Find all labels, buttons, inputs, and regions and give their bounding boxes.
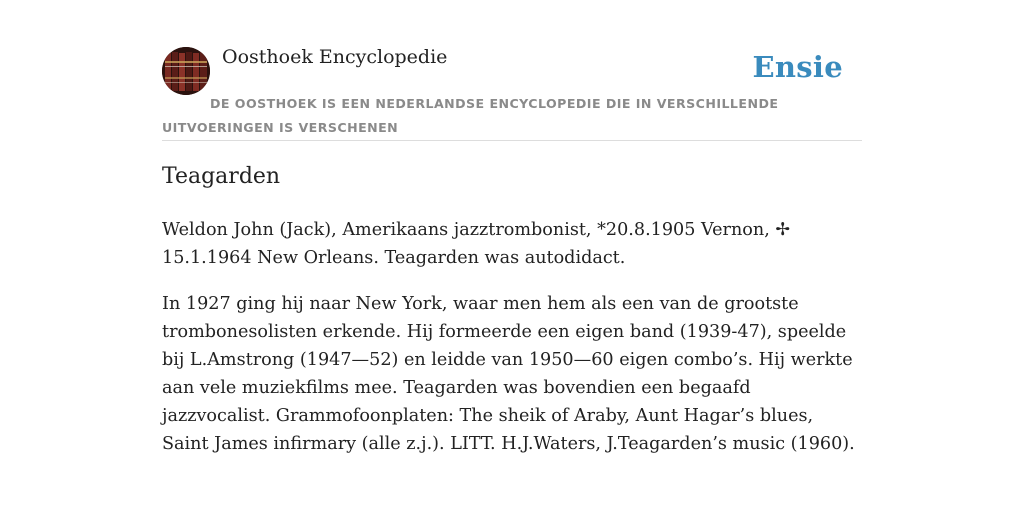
article-body <box>162 216 862 476</box>
site-header <box>162 44 862 141</box>
article-title: Teagarden <box>162 164 281 189</box>
brand-logo-link[interactable]: Ensie <box>752 50 843 84</box>
article-paragraph: Weldon John (Jack), Amerikaans jazztrombonist, *20.8.1905 Vernon, ✢ 15.1.1964 New Orleans. Teagarden was autodidact. <box>162 220 791 268</box>
article-paragraph: In 1927 ging hij naar New York, waar men hem als een van de grootste trombonesolisten erkende. Hij formeerde een eigen band (1939-47), speelde bij L.Amstrong (1947—52) en leidde van 1950—60 eigen combo’s. Hij werkte aan vele muziekfilms mee. Teagarden was bovendien een begaafd jazzvocalist. Grammofoonplaten: The sheik of Araby, Aunt Hagar’s blues, Saint James infirmary (alle z.j.). LITT. H.J.Waters, J.Teagarden’s music (1960). <box>162 294 855 454</box>
book-spines-icon[interactable] <box>162 47 210 95</box>
site-title[interactable]: Oosthoek Encyclopedie <box>222 46 448 68</box>
site-tagline: DE OOSTHOEK IS EEN NEDERLANDSE ENCYCLOPEDIE DIE IN VERSCHILLENDE UITVOERINGEN IS VERSCHENEN <box>162 96 779 135</box>
